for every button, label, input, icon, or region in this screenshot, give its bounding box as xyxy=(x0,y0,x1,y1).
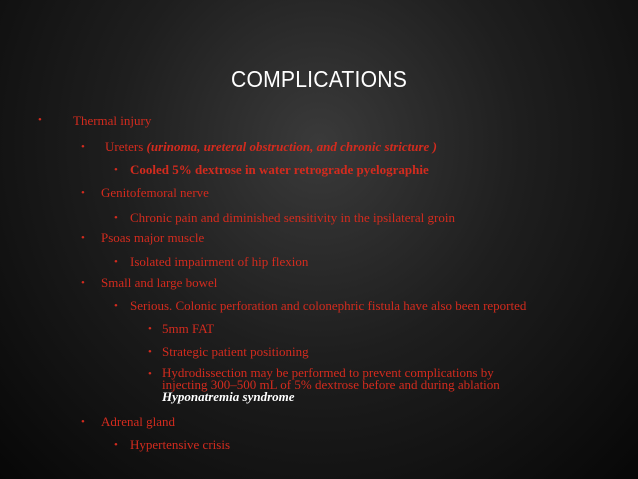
item-thermal-injury: Thermal injury xyxy=(73,113,152,128)
item-bowel-sub: Serious. Colonic perforation and colonephric fistula have also been reported xyxy=(130,298,527,313)
bullet-icon: • xyxy=(114,439,118,451)
item-adrenal: Adrenal gland xyxy=(101,414,176,429)
bullet-icon: • xyxy=(148,323,152,335)
bullet-icon: • xyxy=(81,187,85,199)
item-psoas: Psoas major muscle xyxy=(101,230,205,245)
slide-title: COMPLICATIONS xyxy=(230,66,408,92)
ureters-detail: (urinoma, ureteral obstruction, and chronic stricture ) xyxy=(146,139,437,154)
item-bowel-hydrodissection xyxy=(162,367,582,403)
bullet-icon: • xyxy=(148,368,152,380)
bullet-icon: • xyxy=(38,114,42,126)
item-bowel: Small and large bowel xyxy=(101,275,218,290)
hydrodissection-line-1: Hydrodissection may be performed to prevent complications by xyxy=(162,365,494,380)
item-bowel-positioning: Strategic patient positioning xyxy=(162,344,309,359)
item-ureters-sub: Cooled 5% dextrose in water retrograde pyelographie xyxy=(130,162,429,177)
bullet-icon: • xyxy=(81,141,85,153)
item-psoas-sub: Isolated impairment of hip flexion xyxy=(130,254,309,269)
item-genitofemoral-sub: Chronic pain and diminished sensitivity in the ipsilateral groin xyxy=(130,210,455,225)
bullet-icon: • xyxy=(114,256,118,268)
bullet-icon: • xyxy=(114,300,118,312)
bullet-icon: • xyxy=(148,346,152,358)
item-genitofemoral: Genitofemoral nerve xyxy=(101,185,209,200)
bullet-icon: • xyxy=(114,164,118,176)
ureters-label: Ureters xyxy=(105,139,147,154)
bullet-icon: • xyxy=(81,232,85,244)
bullet-icon: • xyxy=(81,416,85,428)
bullet-icon: • xyxy=(114,212,118,224)
item-ureters xyxy=(105,140,437,154)
bullet-icon: • xyxy=(81,277,85,289)
hydrodissection-line-3: Hyponatremia syndrome xyxy=(162,389,295,404)
item-bowel-fat: 5mm FAT xyxy=(162,321,215,336)
item-adrenal-sub: Hypertensive crisis xyxy=(130,437,231,452)
hydrodissection-line-2: injecting 300–500 mL of 5% dextrose before and during ablation xyxy=(162,377,500,392)
